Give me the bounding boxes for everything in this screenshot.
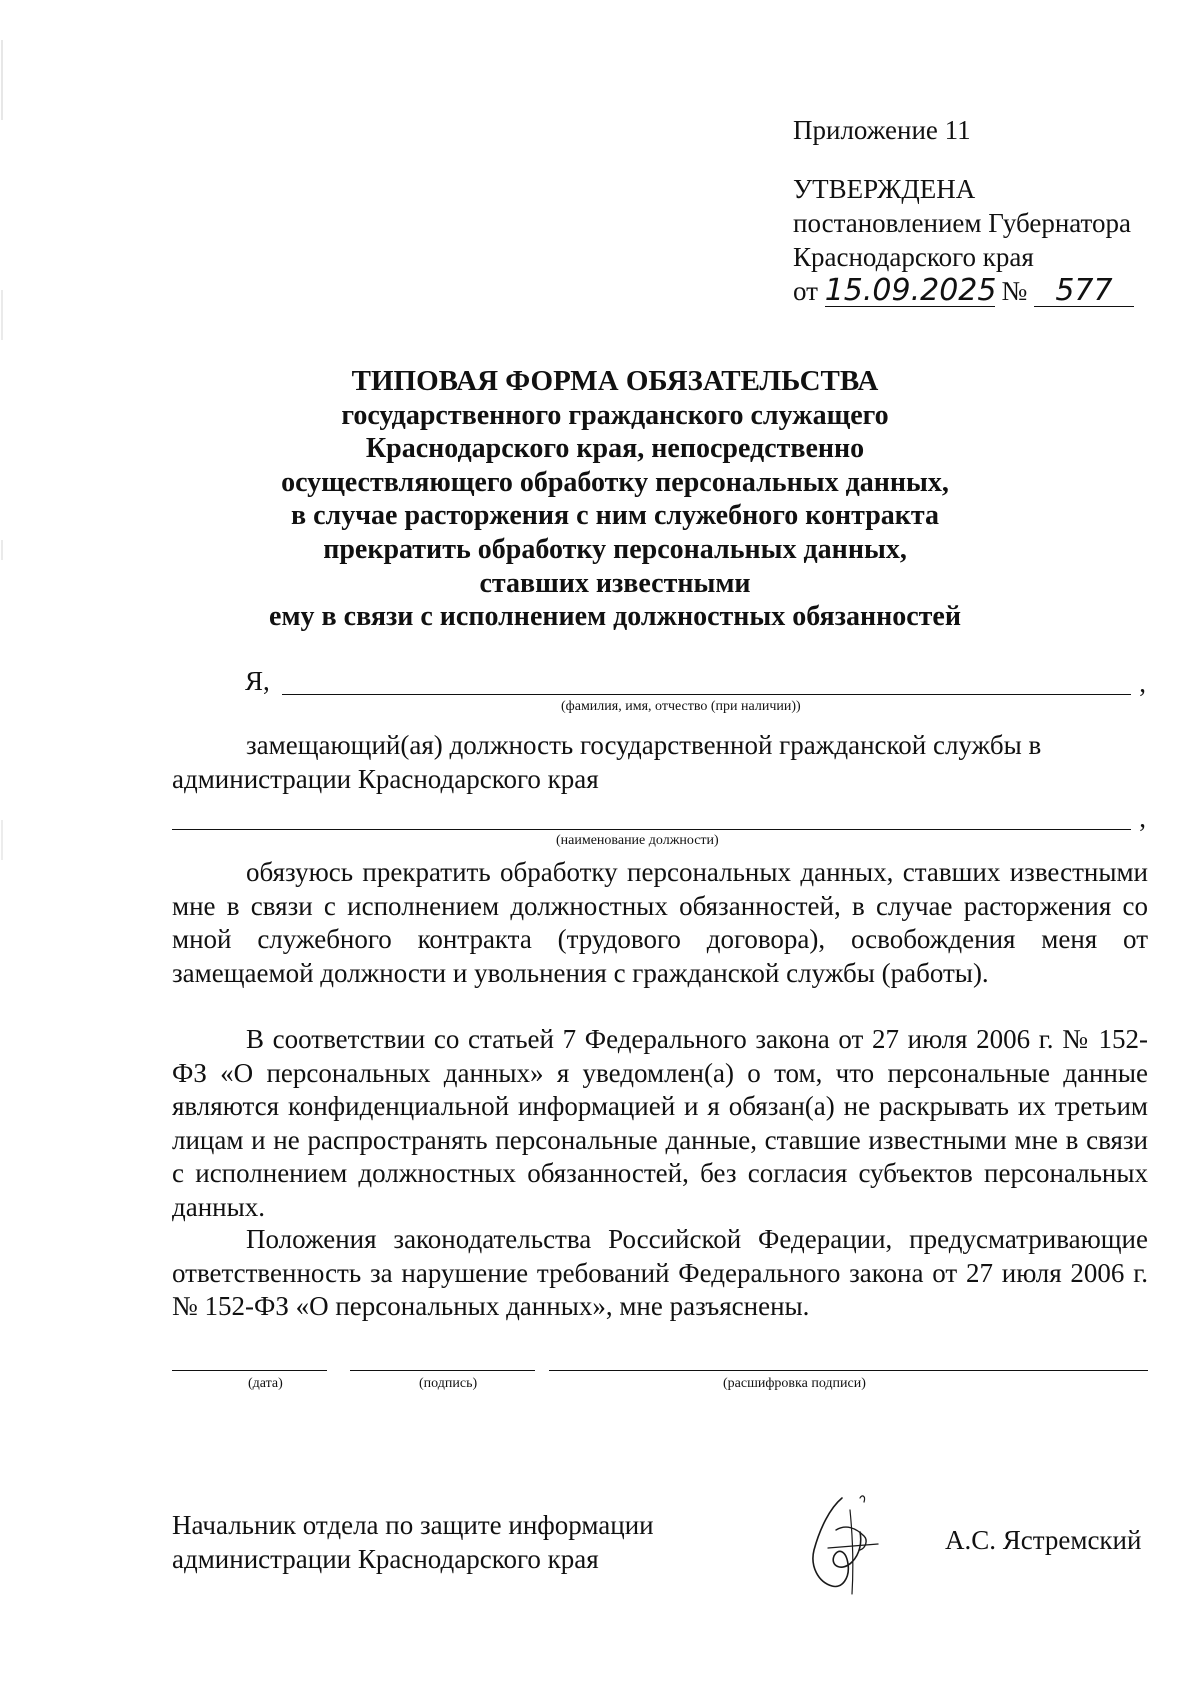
position-comma: , [1139, 803, 1146, 833]
title-line: ставших известными [479, 567, 751, 599]
name-comma: , [1139, 668, 1146, 698]
approval-number-label: № [1001, 276, 1028, 306]
date-caption: (дата) [248, 1376, 283, 1391]
footer-position [172, 1508, 654, 1576]
title-line: осуществляющего обработку персональных данных, [281, 466, 949, 498]
footer-signatory-name: А.С. Ястремский [945, 1525, 1142, 1555]
paragraph-3: Положения законодательства Российской Федерации, предусматривающие ответственность за нарушение требований Федерального закона от 27 июля 2006 г. № 152-ФЗ «О персональных данных», мне разъяснены. [172, 1224, 1148, 1321]
name-prefix: Я, [245, 666, 270, 696]
position-field-row [170, 794, 1146, 834]
name-field-row [170, 659, 1146, 699]
signature-decoding-field[interactable] [549, 1370, 1148, 1371]
position-field[interactable] [172, 829, 1131, 830]
title-line: государственного гражданского служащего [341, 399, 889, 431]
position-text: замещающий(ая) должность государственной гражданской службы в [246, 730, 1042, 760]
footer-position-line-2: администрации Краснодарского края [172, 1544, 599, 1574]
footer-position-line-1: Начальник отдела по защите информации [172, 1510, 654, 1540]
approval-block [793, 172, 1134, 308]
paragraph-2: В соответствии со статьей 7 Федерального закона от 27 июля 2006 г. № 152-ФЗ «О персональных данных» я уведомлен(а) о том, что персональные данные являются конфиденциальной информацией и я обязан(а) не раскрывать их третьим лицам и не распространять персональные данные, ставшие известными мне в связи с исполнением должностных обязанностей, без согласия субъектов персональных данных. [172, 1024, 1148, 1222]
scan-edge-marks [0, 0, 12, 1697]
approval-from-label: от [793, 276, 818, 306]
title-line: прекратить обработку персональных данных, [323, 533, 907, 565]
approval-line-3: Краснодарского края [793, 242, 1034, 272]
approval-word: УТВЕРЖДЕНА [793, 174, 976, 204]
approval-line-2: постановлением Губернатора [793, 208, 1131, 238]
document-title [200, 365, 1030, 634]
title-line: ему в связи с исполнением должностных обязанностей [269, 601, 961, 633]
position-text-2: администрации Краснодарского края [172, 764, 599, 794]
handwritten-signature [790, 1490, 900, 1600]
name-caption: (фамилия, имя, отчество (при наличии)) [561, 699, 801, 714]
approval-date: 15.09.2025 [824, 273, 997, 308]
signature-field[interactable] [350, 1370, 535, 1371]
appendix-label: Приложение 11 [793, 115, 971, 145]
title-line: в случае расторжения с ним служебного контракта [290, 500, 940, 532]
approval-number: 577 [1034, 276, 1134, 307]
approval-date-line [793, 274, 1134, 308]
name-field[interactable] [282, 694, 1131, 695]
title-line: ТИПОВАЯ ФОРМА ОБЯЗАТЕЛЬСТВА [351, 365, 879, 397]
signature-caption: (подпись) [419, 1376, 478, 1391]
title-line: Краснодарского края, непосредственно [365, 433, 865, 465]
paragraph-1: обязуюсь прекратить обработку персональных данных, ставших известными мне в связи с исполнением должностных обязанностей, в случае расторжения со мной служебного контракта (трудового договора), освобождения меня от замещаемой должности и увольнения с гражданской службы (работы). [172, 857, 1148, 988]
date-field[interactable] [172, 1370, 327, 1371]
position-caption: (наименование должности) [556, 833, 719, 848]
decoding-caption: (расшифровка подписи) [723, 1376, 866, 1391]
